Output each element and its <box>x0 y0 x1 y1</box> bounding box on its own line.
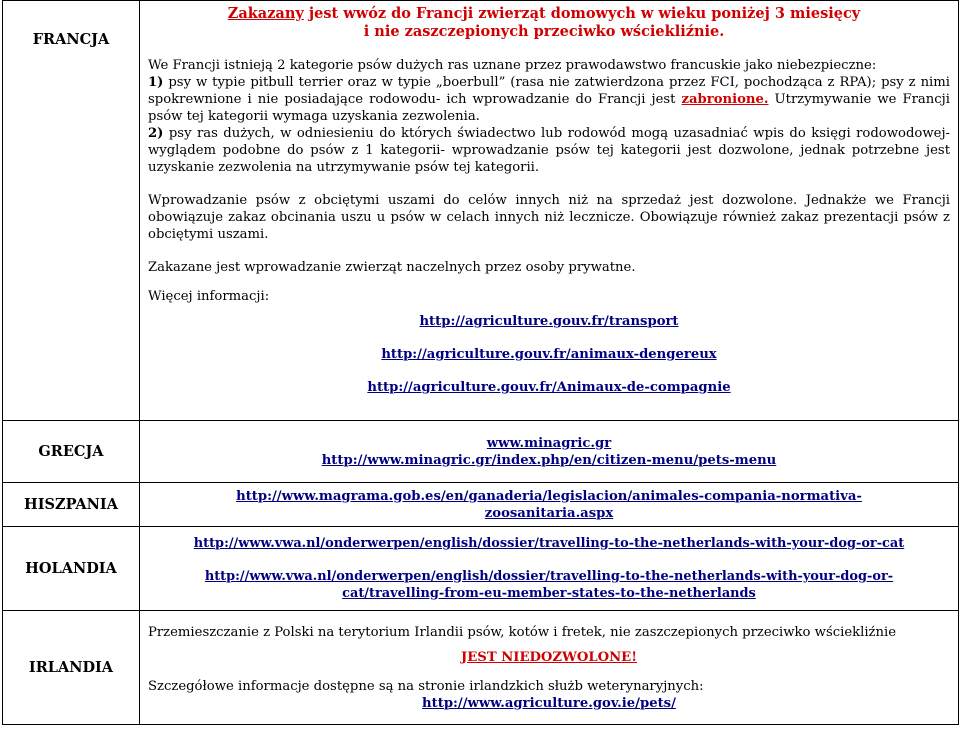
not-allowed-label: JEST NIEDOZWOLONE! <box>461 649 637 665</box>
link-vwa-from-eu-line1: http://www.vwa.nl/onderwerpen/english/dossier/travelling-to-the-netherlands-with-your-dog-or- <box>204 569 894 584</box>
table-row-netherlands <box>3 527 959 611</box>
ireland-details: Szczegółowe informacje dostępne są na stronie irlandzkich służb weterynaryjnych: <box>148 678 704 694</box>
link-vwa-dog-or-cat[interactable]: http://www.vwa.nl/onderwerpen/english/dossier/travelling-to-the-netherlands-with-your-dog-or-cat <box>193 536 905 551</box>
country-regulations-table <box>2 0 959 725</box>
link-agriculture-pets[interactable]: http://agriculture.gouv.fr/Animaux-de-compagnie <box>367 380 731 395</box>
category-1-text: psy w typie pitbull terrier oraz w typie „boerbull” (rasa nie zatwierdzona przez FCI, pochodząca z RPA); psy z nimi spokrewnione i nie posiadające rodowodu- ich wprowadzanie do Francji jest <box>148 75 950 107</box>
content-cell-france <box>140 1 959 421</box>
link-magrama-line1: http://www.magrama.gob.es/en/ganaderia/legislacion/animales-compania-normativa- <box>236 488 862 504</box>
country-name: GRECJA <box>38 443 104 460</box>
table-row-france <box>3 1 959 421</box>
category-2-number: 2) <box>148 126 164 141</box>
country-name: HISZPANIA <box>24 496 118 513</box>
category-1-text-2: Utrzymywanie we Francji psów tej kategorii wymaga uzyskania zezwolenia. <box>148 92 950 124</box>
table-row-greece <box>3 421 959 483</box>
category-2 <box>148 125 950 176</box>
ears-text: Wprowadzanie psów z obciętymi uszami do celów innych niż na sprzedaż jest dozwolone. Jednakże we Francji obowiązuje zakaz obcinania uszu u psów w celach innych niż lecznicze. Obowiązuje również zakaz prezentacji psów z obciętymi uszami. <box>148 193 950 242</box>
category-2-text: psy ras dużych, w odniesieniu do których świadectwo lub rodowód mogą uzasadniać wpis do księgi rodowodowej- wyglądem podobne do psów z 1 kategorii- wprowadzanie psów tej kategorii jest dozwolone, jednak potrzebne jest uzyskanie zezwolenia na utrzymywanie psów tej kategorii. <box>148 126 950 175</box>
link-agriculture-transport[interactable]: http://agriculture.gouv.fr/transport <box>419 314 679 329</box>
ban-heading-text: jest wwóz do Francji zwierząt domowych w wieku poniżej 3 miesięcy <box>303 5 861 22</box>
link-vwa-from-eu[interactable] <box>205 569 893 601</box>
country-cell-spain <box>3 483 140 527</box>
country-name: IRLANDIA <box>28 659 114 676</box>
primates-text: Zakazane jest wprowadzanie zwierząt naczelnych przez osoby prywatne. <box>148 260 636 275</box>
table-row-ireland <box>3 611 959 725</box>
intro-text: We Francji istnieją 2 kategorie psów dużych ras uznane przez prawodawstwo francuskie jako niebezpieczne: <box>148 58 877 73</box>
country-cell-netherlands <box>3 527 140 611</box>
link-vwa-from-eu-line2: cat/travelling-from-eu-member-states-to-the-netherlands <box>342 586 756 601</box>
ban-heading-keyword: Zakazany <box>227 5 304 22</box>
country-name: FRANCJA <box>32 31 110 48</box>
table-row-spain <box>3 483 959 527</box>
content-cell-greece <box>140 421 959 483</box>
country-cell-greece <box>3 421 140 483</box>
content-cell-netherlands <box>140 527 959 611</box>
link-magrama-line2: zoosanitaria.aspx <box>484 505 614 521</box>
link-agriculture-dangerous-animals[interactable]: http://agriculture.gouv.fr/animaux-dengereux <box>381 347 717 362</box>
content-cell-spain <box>140 483 959 527</box>
category-1 <box>148 74 950 125</box>
link-minagric[interactable]: www.minagric.gr <box>486 435 612 451</box>
link-magrama[interactable] <box>236 489 862 521</box>
country-cell-france <box>3 1 140 421</box>
country-cell-ireland <box>3 611 140 725</box>
ireland-text: Przemieszczanie z Polski na terytorium Irlandii psów, kotów i fretek, nie zaszczepionych przeciwko wściekliźnie <box>148 624 897 640</box>
ban-heading <box>138 5 950 41</box>
banned-label: zabronione. <box>681 92 769 107</box>
link-minagric-pets-menu[interactable]: http://www.minagric.gr/index.php/en/citizen-menu/pets-menu <box>321 452 777 468</box>
ban-heading-line2: i nie zaszczepionych przeciwko wściekliźnie. <box>363 23 725 40</box>
more-info-label: Więcej informacji: <box>148 289 270 304</box>
category-1-number: 1) <box>148 75 164 90</box>
country-name: HOLANDIA <box>25 560 117 577</box>
content-cell-ireland <box>140 611 959 725</box>
link-agriculture-ie-pets[interactable]: http://www.agriculture.gov.ie/pets/ <box>422 695 676 711</box>
